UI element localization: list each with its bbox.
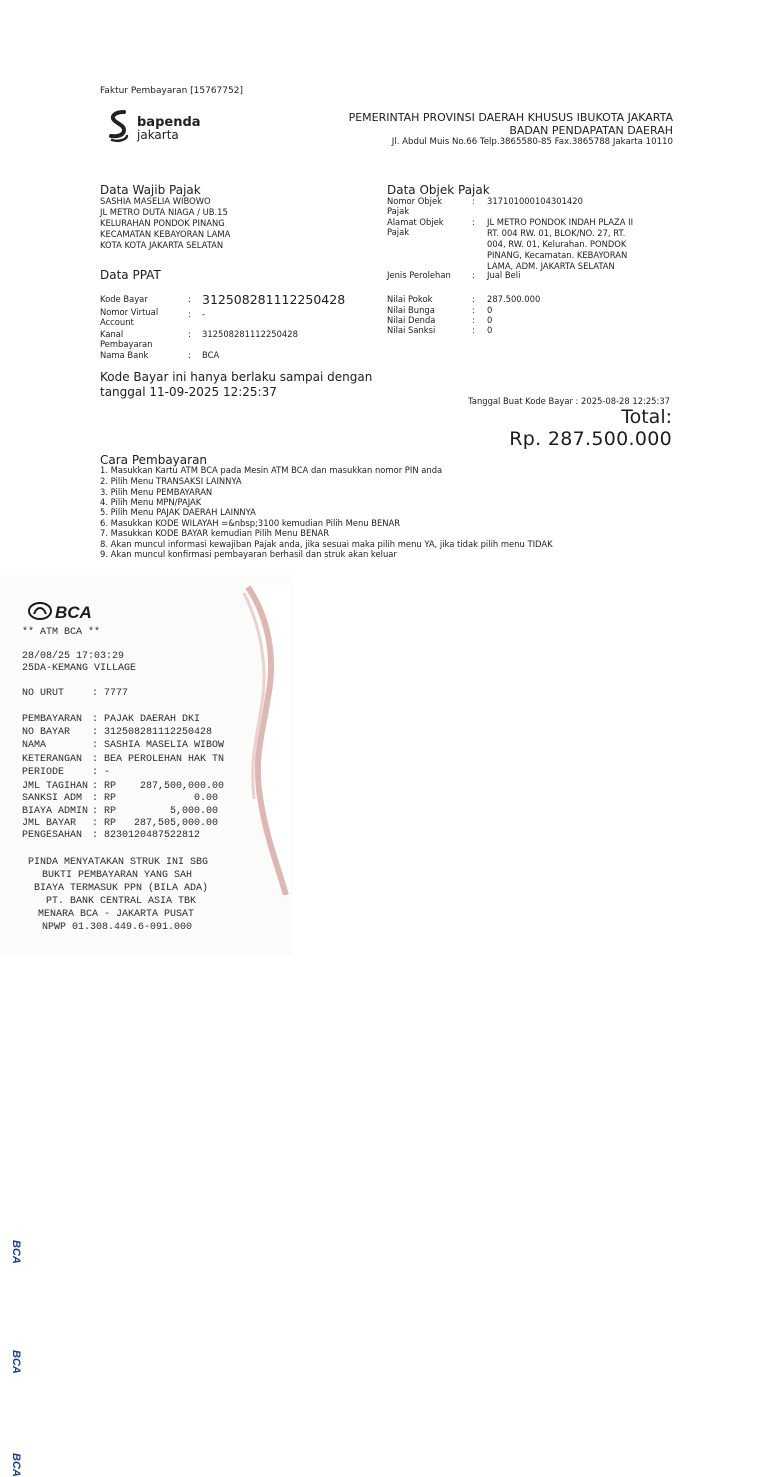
nama-bank-colon: :	[188, 350, 191, 360]
kode-bayar-label: Kode Bayar	[100, 294, 148, 304]
total-amount: Rp. 287.500.000	[509, 428, 672, 450]
nomor-objek-label: Nomor Objek Pajak	[387, 196, 443, 216]
alamat-line: 004, RW. 01, Kelurahan. PONDOK	[487, 239, 627, 249]
cara-step: 6. Masukkan KODE WILAYAH =&nbsp;3100 kemudian Pilih Menu BENAR	[100, 518, 401, 528]
receipt-row-label: PERIODE	[22, 767, 65, 778]
receipt-atm-title: ** ATM BCA **	[22, 627, 101, 638]
virtual-account-colon: :	[188, 309, 191, 319]
receipt-footer-line: NPWP 01.308.449.6-091.000	[42, 922, 193, 933]
nilai-denda-value: 0	[487, 315, 493, 325]
receipt-row-label: NAMA	[22, 740, 47, 751]
cara-heading: Cara Pembayaran	[100, 453, 208, 467]
receipt-row-label: PEMBAYARAN	[22, 714, 83, 725]
wajib-pajak-line: KELURAHAN PONDOK PINANG	[100, 218, 225, 228]
cara-step: 5. Pilih Menu PAJAK DAERAH LAINNYA	[100, 507, 256, 517]
jenis-perolehan-label: Jenis Perolehan	[387, 270, 451, 280]
receipt-row-sep: : RP	[92, 793, 117, 804]
wajib-pajak-heading: Data Wajib Pajak	[100, 183, 201, 197]
kode-bayar-value: 312508281112250428	[202, 292, 346, 307]
header-address: Jl. Abdul Muis No.66 Telp.3865580-85 Fax.3865788 Jakarta 10110	[391, 137, 673, 147]
cara-step: 7. Masukkan KODE BAYAR kemudian Pilih Menu BENAR	[100, 528, 330, 538]
wajib-pajak-line: KOTA KOTA JAKARTA SELATAN	[100, 240, 224, 250]
receipt-row-sep: :	[92, 740, 99, 751]
jenis-perolehan-colon: :	[472, 270, 475, 280]
cara-step: 3. Pilih Menu PEMBAYARAN	[100, 487, 213, 497]
kanal-label: Kanal Pembayaran	[100, 329, 153, 349]
total-label: Total:	[621, 406, 672, 428]
wajib-pajak-line: JL METRO DUTA NIAGA / UB.15	[100, 207, 228, 217]
nama-bank-value: BCA	[202, 350, 220, 360]
nilai-sanksi-colon: :	[472, 325, 475, 335]
receipt-row-value: 287,500,000.00	[140, 781, 225, 792]
validity-line-2: tanggal 11-09-2025 12:25:37	[100, 385, 277, 399]
receipt-row-label: KETERANGAN	[22, 754, 83, 765]
receipt-footer-line: BIAYA TERMASUK PPN (BILA ADA)	[34, 883, 209, 894]
invoice-title: Faktur Pembayaran [15767752]	[100, 86, 243, 96]
wajib-pajak-line: KECAMATAN KEBAYORAN LAMA	[100, 229, 231, 239]
receipt-footer-line: PINDA MENYATAKAN STRUK INI SBG	[28, 857, 209, 868]
cara-step: 1. Masukkan Kartu ATM BCA pada Mesin ATM BCA dan masukkan nomor PIN anda	[100, 465, 443, 475]
receipt-row-value: 0.00	[194, 793, 219, 804]
nilai-sanksi-value: 0	[487, 325, 493, 335]
receipt-row-sep: :	[92, 727, 99, 738]
receipt-location: 25DA-KEMANG VILLAGE	[22, 663, 137, 674]
receipt-row-label: SANKSI ADM	[22, 793, 83, 804]
receipt-row-sep: :	[92, 754, 99, 765]
nomor-objek-value: 317101000104301420	[487, 196, 583, 206]
receipt-row-sep: :	[92, 767, 99, 778]
nilai-denda-label: Nilai Denda	[387, 315, 436, 325]
receipt-footer-line: MENARA BCA - JAKARTA PUSAT	[38, 909, 195, 920]
cara-step: 9. Akan muncul konfirmasi pembayaran berhasil dan struk akan keluar	[100, 549, 397, 559]
strip-bca-logo: BCA	[10, 1350, 22, 1374]
receipt-row-sep: : RP	[92, 781, 117, 792]
receipt-row-value: 8230120487522812	[104, 830, 201, 841]
receipt-row-sep: : RP	[92, 806, 117, 817]
header-agency: BADAN PENDAPATAN DAERAH	[509, 124, 673, 137]
cara-step: 4. Pilih Menu MPN/PAJAK	[100, 497, 202, 507]
receipt-row-value: SASHIA MASELIA WIBOW	[104, 740, 225, 751]
virtual-account-label: Nomor Virtual Account	[100, 307, 159, 327]
alamat-line: RT. 004 RW. 01, BLOK/NO. 27, RT.	[487, 228, 626, 238]
nilai-pokok-colon: :	[472, 294, 475, 304]
kanal-colon: :	[188, 329, 191, 339]
nilai-bunga-label: Nilai Bunga	[387, 305, 435, 315]
receipt-row-value: -	[104, 767, 111, 778]
alamat-line: JL METRO PONDOK INDAH PLAZA II	[487, 217, 634, 227]
receipt-row-sep: :	[92, 688, 99, 699]
kode-bayar-colon: :	[188, 294, 191, 304]
bca-logo-icon	[28, 602, 52, 620]
virtual-account-value: -	[202, 309, 206, 319]
receipt-footer-line: BUKTI PEMBAYARAN YANG SAH	[42, 870, 193, 881]
logo-name: bapenda	[137, 115, 201, 130]
kanal-value: 312508281112250428	[202, 329, 298, 339]
nama-bank-label: Nama Bank	[100, 350, 149, 360]
strip-bca-logo: BCA	[10, 1240, 22, 1264]
receipt-row-label: NO BAYAR	[22, 727, 71, 738]
nilai-bunga-value: 0	[487, 305, 493, 315]
receipt-row-value: 312508281112250428	[104, 727, 213, 738]
created-date: Tanggal Buat Kode Bayar : 2025-08-28 12:25:37	[468, 396, 670, 406]
receipt-bank-logo: BCA	[55, 603, 92, 622]
ppat-heading: Data PPAT	[100, 268, 161, 282]
strip-bca-logo: BCA	[10, 1453, 22, 1477]
jenis-perolehan-value: Jual Beli	[487, 270, 521, 280]
bapenda-logo-icon	[106, 109, 130, 143]
alamat-line: PINANG, Kecamatan. KEBAYORAN	[487, 250, 628, 260]
receipt-datetime: 28/08/25 17:03:29	[22, 651, 125, 662]
receipt-row-label: BIAYA ADMIN	[22, 806, 89, 817]
receipt-footer-line: PT. BANK CENTRAL ASIA TBK	[46, 896, 197, 907]
nilai-bunga-colon: :	[472, 305, 475, 315]
alamat-objek-colon: :	[472, 217, 475, 227]
receipt-row-label: PENGESAHAN	[22, 830, 83, 841]
receipt-row-value: 287,505,000.00	[134, 818, 219, 829]
alamat-line: LAMA, ADM. JAKARTA SELATAN	[487, 261, 615, 271]
receipt-row-value: 7777	[104, 688, 129, 699]
receipt-row-sep: :	[92, 714, 99, 725]
header-government: PEMERINTAH PROVINSI DAERAH KHUSUS IBUKOTA JAKARTA	[348, 111, 673, 124]
receipt-torn-edge	[230, 585, 290, 895]
receipt-row-value: 5,000.00	[170, 806, 219, 817]
receipt-row-label: JML BAYAR	[22, 818, 77, 829]
wajib-pajak-line: SASHIA MASELIA WIBOWO	[100, 196, 211, 206]
cara-step: 8. Akan muncul informasi kewajiban Pajak anda, jika sesuai maka pilih menu YA, jika tidak pilih menu TIDAK	[100, 539, 553, 549]
nilai-pokok-value: 287.500.000	[487, 294, 541, 304]
validity-line-1: Kode Bayar ini hanya berlaku sampai dengan	[100, 370, 373, 384]
nilai-pokok-label: Nilai Pokok	[387, 294, 433, 304]
receipt-row-label: JML TAGIHAN	[22, 781, 89, 792]
objek-pajak-heading: Data Objek Pajak	[387, 183, 490, 197]
nilai-sanksi-label: Nilai Sanksi	[387, 325, 436, 335]
logo-city: jakarta	[137, 128, 179, 142]
nilai-denda-colon: :	[472, 315, 475, 325]
cara-step: 2. Pilih Menu TRANSAKSI LAINNYA	[100, 476, 242, 486]
nomor-objek-colon: :	[472, 196, 475, 206]
receipt-row-value: BEA PEROLEHAN HAK TN	[104, 754, 225, 765]
receipt-row-sep: :	[92, 830, 99, 841]
alamat-objek-label: Alamat Objek Pajak	[387, 217, 444, 237]
receipt-row-value: PAJAK DAERAH DKI	[104, 714, 201, 725]
receipt-row-label: NO URUT	[22, 688, 65, 699]
receipt-row-sep: : RP	[92, 818, 117, 829]
